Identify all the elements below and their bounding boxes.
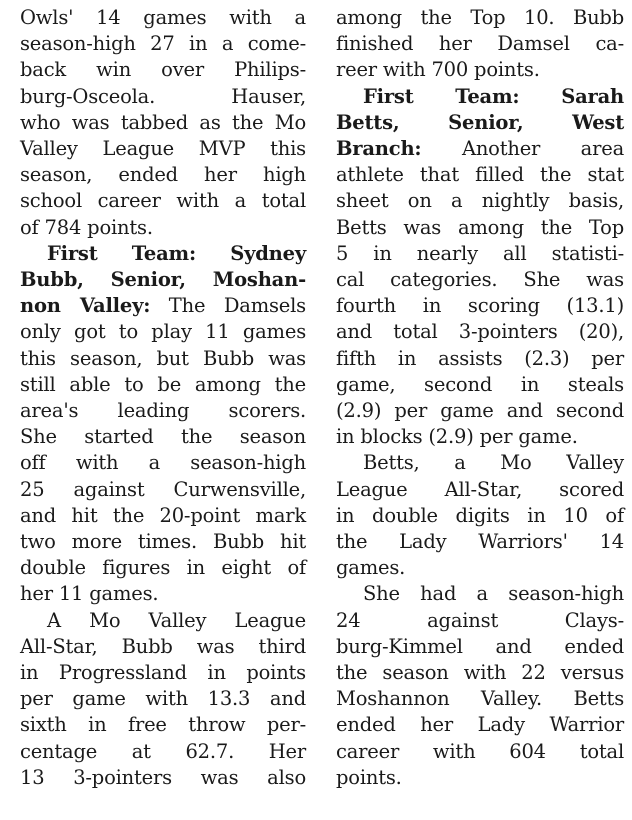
body-text: 24 against Clays- [336,608,624,632]
body-text: Owls' 14 games with a [20,6,306,29]
body-text: and hit the 20-point mark [20,503,306,527]
body-text: burg-Osceola. Hauser, [20,84,306,108]
body-text: season-high 27 in a come- [20,32,306,56]
article-line [20,135,306,162]
subhead-text: First Team: Sydney [47,241,306,265]
article-line [336,659,624,686]
subhead-text: Bubb, Senior, Moshan- [20,268,306,291]
article-line [20,738,306,765]
article-line [20,187,306,214]
body-text: She started the season [20,425,306,449]
body-text: still able to be among the [20,372,306,396]
article-line [336,580,624,607]
body-text: A Mo Valley League [47,608,306,632]
article-line [20,476,306,503]
body-text: among the Top 10. Bubb [336,6,624,29]
article-line [336,371,624,398]
article-line [20,214,306,241]
article-line [336,318,624,345]
article-line [336,607,624,634]
article-line [20,4,306,31]
article-line [20,502,306,529]
article-line [336,476,624,503]
body-text: in blocks (2.9) per game. [336,425,578,449]
body-text: 5 in nearly all statisti- [336,241,624,265]
body-text: back win over Philips- [20,58,306,82]
body-text: in double digits in 10 of [336,503,624,527]
body-text: reer with 700 points. [336,58,540,82]
body-text: two more times. Bubb hit [20,530,306,553]
body-text: games. [336,556,406,580]
body-text: cal categories. She was [336,268,624,291]
article-line [336,135,624,162]
subhead-text: First Team: Sarah [363,84,624,108]
body-text: The Damsels [168,294,306,318]
article-line [20,423,306,450]
article-line [20,240,306,267]
body-text: fourth in scoring (13.1) [336,294,624,318]
article-line [336,214,624,241]
subhead-text: Branch: [336,137,422,160]
article-line [20,345,306,372]
article-line [20,30,306,57]
article-line [336,30,624,57]
article-line [20,266,306,293]
article-line [20,554,306,581]
article-line [336,345,624,372]
body-text: athlete that filled the stat [336,163,624,187]
article-line [20,397,306,424]
article-line [336,56,624,83]
article-line [20,607,306,634]
article-line [336,397,624,424]
article-line [20,580,306,607]
body-text: burg-Kimmel and ended [336,634,624,658]
article-line [20,764,306,791]
body-text: the Lady Warriors' 14 [336,530,624,553]
article-line [336,711,624,738]
article-line [336,764,624,791]
body-text: per game with 13.3 and [20,687,306,711]
body-text: sixth in free throw per- [20,713,306,737]
article-line [20,371,306,398]
article-line [336,528,624,555]
article-line [20,685,306,712]
body-text: ended her Lady Warrior [336,713,624,737]
article-line [336,502,624,529]
article-line [336,633,624,660]
subhead-text: Betts, Senior, West [336,110,624,134]
article-line [336,292,624,319]
article-line [336,266,624,293]
body-text: of 784 points. [20,215,153,239]
article-line [20,161,306,188]
article-line [20,711,306,738]
article-line [336,423,624,450]
article-line [336,161,624,188]
body-text: double figures in eight of [20,556,306,580]
article-line [20,449,306,476]
body-text: off with a season-high [20,451,306,475]
article-line [20,633,306,660]
subhead-text: non Valley: [20,294,151,318]
article-line [20,83,306,110]
body-text: only got to play 11 games [20,320,306,344]
body-text: school career with a total [20,189,306,213]
article-line [336,83,624,110]
body-text: fifth in assists (2.3) per [336,346,624,370]
article-line [336,449,624,476]
body-text: (2.9) per game and second [336,399,624,422]
body-text: Valley League MVP this [20,137,306,160]
body-text: the season with 22 versus [336,661,624,684]
article-line [336,109,624,136]
article-line [20,292,306,319]
article-line [20,318,306,345]
body-text: League All-Star, scored [336,477,624,501]
body-text: 13 3-pointers was also [20,765,306,789]
article-line [20,528,306,555]
body-text: Betts, a Mo Valley [363,451,624,475]
body-text: career with 604 total [336,739,624,763]
body-text: her 11 games. [20,582,159,606]
body-text: sheet on a nightly basis, [336,189,624,213]
body-text: Moshannon Valley. Betts [336,687,624,711]
body-text: who was tabbed as the Mo [20,110,306,134]
body-text: finished her Damsel ca- [336,32,624,56]
article-line [336,4,624,31]
body-text: area's leading scorers. [20,399,306,422]
body-text: Another area [461,137,624,160]
body-text: and total 3-pointers (20), [336,320,624,344]
body-text: All-Star, Bubb was third [20,634,306,658]
article-line [336,685,624,712]
body-text: this season, but Bubb was [20,346,306,370]
article-line [336,738,624,765]
body-text: in Progressland in points [20,661,306,684]
article-line [336,187,624,214]
article-line [20,109,306,136]
body-text: Betts was among the Top [336,215,624,239]
article-line [336,554,624,581]
article-line [20,659,306,686]
body-text: 25 against Curwensville, [20,477,306,501]
body-text: She had a season-high [363,582,624,606]
article-line [20,56,306,83]
article-line [336,240,624,267]
body-text: game, second in steals [336,372,624,396]
body-text: season, ended her high [20,163,306,187]
body-text: points. [336,765,402,789]
body-text: centage at 62.7. Her [20,739,306,763]
